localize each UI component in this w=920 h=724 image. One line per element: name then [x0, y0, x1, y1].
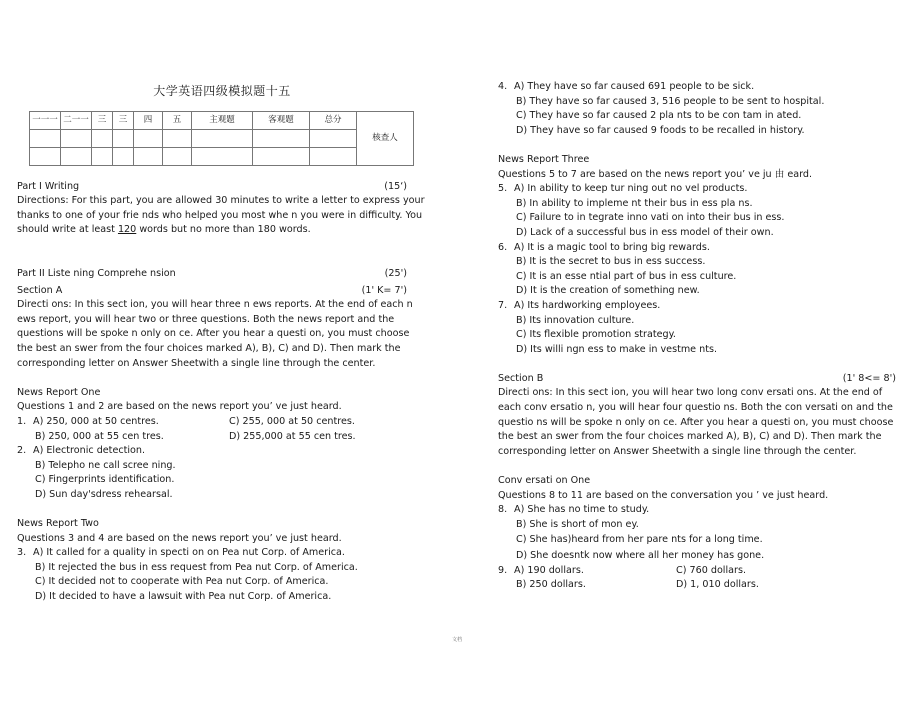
q9-option-a: A) 190 dollars.	[514, 564, 584, 576]
q9-option-d: D) 1, 010 dollars.	[676, 579, 759, 591]
q7-option-b: B) Its innovation culture.	[516, 314, 635, 326]
q2-option-b: B) Telepho ne call scree ning.	[35, 459, 176, 471]
score-header-5: 四	[134, 111, 163, 129]
score-cell	[92, 129, 113, 147]
section-a-directions: Directi ons: In this sect ion, you will hear three n ews reports. At the end of each n ews report, you will hear two or three questions. Both the news report and the questions will be spoke n only on ce. After you hear a questi on, you must choose the best an swer from the four choices marked A), B), C) and D). Then mark the corresponding letter on Answer Sheetwith a single line through the center.	[17, 299, 413, 369]
part1-min-words: 120	[117, 224, 137, 236]
part1-score: (15‘)	[384, 180, 407, 192]
score-cell	[134, 147, 163, 165]
section-a-heading-row	[17, 284, 427, 299]
score-header-4: 三	[113, 111, 134, 129]
score-cell	[163, 129, 192, 147]
q5-number: 5.	[498, 183, 508, 195]
q6-number: 6.	[498, 241, 508, 253]
conv1-heading: Conv ersati on One	[498, 475, 591, 487]
section-a-heading: Section A	[17, 284, 63, 296]
q5-option-d: D) Lack of a successful bus in ess model of their own.	[516, 226, 774, 238]
score-cell	[30, 147, 61, 165]
section-b-directions: Directi ons: In this sect ion, you will hear two long conv ersati ons. At the end of each conv ersatio n, you will hear four questio ns. Both the con versati on and the questio ns will be spoke n only on ce. After you hear a questi on, you must choose the best an swer from the four choices marked A), B), C) and D). Then mark the corresponding letter on Answer Sheetwith a single line through the center.	[498, 387, 894, 457]
news2-heading: News Report Two	[17, 518, 99, 530]
section-b-heading: Section B	[498, 372, 544, 384]
q8-option-c: C) She has)heard from her pare nts for a long time.	[516, 534, 763, 546]
q6-option-d: D) It is the creation of something new.	[516, 285, 700, 297]
q6-option-c: C) It is an esse ntial part of bus in ess culture.	[516, 270, 737, 282]
q7-number: 7.	[498, 299, 508, 311]
q9-option-b: B) 250 dollars.	[516, 579, 586, 591]
score-cell	[192, 147, 253, 165]
news3-intro: Questions 5 to 7 are based on the news report you’ ve ju 由 eard.	[498, 168, 813, 180]
q1-row1	[17, 415, 427, 430]
section-b-heading-row	[498, 372, 908, 387]
part1-directions-text: Directions: For this part, you are allowed 30 minutes to write a letter to express your thanks to one of your frie nds who helped you most whe n you were in difficulty. You should write at least	[17, 195, 425, 236]
section-a-score: (1' K= 7')	[361, 284, 407, 296]
section-b-score: (1' 8<= 8')	[842, 372, 896, 384]
q5-row	[498, 182, 908, 197]
score-cell	[61, 147, 92, 165]
q2-number: 2.	[17, 445, 27, 457]
left-column	[17, 80, 427, 605]
q2-row	[17, 444, 427, 459]
q7-option-d: D) Its willi ngn ess to make in vestme nts.	[516, 343, 718, 355]
q1-option-b: B) 250, 000 at 55 cen tres.	[35, 430, 164, 442]
score-header-3: 三	[92, 111, 113, 129]
score-header-7: 主观题	[192, 111, 253, 129]
q7-option-c: C) Its flexible promotion strategy.	[516, 329, 676, 341]
q8-option-a: A) She has no time to study.	[514, 504, 650, 516]
news1-heading: News Report One	[17, 386, 101, 398]
score-cell	[61, 129, 92, 147]
score-cell	[310, 147, 357, 165]
score-cell	[253, 147, 310, 165]
q6-row	[498, 241, 908, 256]
score-cell	[163, 147, 192, 165]
score-header-2: 二一一	[61, 111, 92, 129]
q3-number: 3.	[17, 547, 27, 559]
q6-option-b: B) It is the secret to bus in ess success.	[516, 256, 706, 268]
q4-option-c: C) They have so far caused 2 pla nts to be con tam in ated.	[516, 110, 802, 122]
q7-option-a: A) Its hardworking employees.	[514, 299, 661, 311]
part1-directions	[17, 194, 427, 238]
q1-row2	[17, 430, 427, 445]
q3-option-a: A) It called for a quality in specti on on Pea nut Corp. of America.	[33, 547, 345, 559]
q9-option-c: C) 760 dollars.	[676, 564, 747, 576]
q7-row	[498, 299, 908, 314]
q8-number: 8.	[498, 504, 508, 516]
score-header-1: 一一一	[30, 111, 61, 129]
score-cell	[92, 147, 113, 165]
q3-option-c: C) It decided not to cooperate with Pea nut Corp. of America.	[35, 576, 329, 588]
page-footer: 文档	[452, 637, 463, 643]
part2-score: (25')	[384, 267, 407, 279]
q8-option-d: D) She doesntk now where all her money has gone.	[516, 550, 765, 561]
score-cell	[192, 129, 253, 147]
news1-intro: Questions 1 and 2 are based on the news report you’ ve just heard.	[17, 401, 342, 413]
part1-heading-row	[17, 180, 427, 195]
right-column	[498, 80, 908, 593]
q5-option-c: C) Failure to in tegrate inno vati on into their bus in ess.	[516, 212, 785, 224]
q3-option-b: B) It rejected the bus in ess request from Pea nut Corp. of America.	[35, 561, 358, 573]
q1-number: 1.	[17, 415, 27, 427]
q9-number: 9.	[498, 564, 508, 576]
q4-row	[498, 80, 908, 95]
score-cell	[113, 129, 134, 147]
q1-option-c: C) 255, 000 at 50 centres.	[229, 415, 355, 427]
score-cell	[310, 129, 357, 147]
score-table	[29, 111, 414, 166]
news2-intro: Questions 3 and 4 are based on the news report you’ ve just heard.	[17, 532, 342, 544]
q4-number: 4.	[498, 81, 508, 92]
score-cell	[113, 147, 134, 165]
score-header-10: 核查人	[357, 111, 414, 165]
q2-option-d: D) Sun day'sdress rehearsal.	[35, 488, 173, 500]
score-table-header-row	[30, 111, 414, 129]
q8-row	[498, 503, 908, 518]
q4-option-a: A) They have so far caused 691 people to be sick.	[514, 81, 755, 92]
q1-option-a: A) 250, 000 at 50 centres.	[33, 415, 159, 427]
part1-directions-end: words but no more than 180 words.	[136, 224, 311, 236]
score-cell	[253, 129, 310, 147]
q4-option-d: D) They have so far caused 9 foods to be recalled in history.	[516, 124, 805, 136]
q3-option-d: D) It decided to have a lawsuit with Pea nut Corp. of America.	[35, 591, 332, 603]
score-header-8: 客观题	[253, 111, 310, 129]
q4-option-b: B) They have so far caused 3, 516 people to be sent to hospital.	[516, 95, 825, 107]
score-header-9: 总分	[310, 111, 357, 129]
news3-heading: News Report Three	[498, 153, 590, 165]
score-table-row	[30, 147, 414, 165]
q1-option-d: D) 255,000 at 55 cen tres.	[229, 430, 356, 442]
part2-heading: Part II Liste ning Comprehe nsion	[17, 267, 176, 279]
q5-option-b: B) In ability to impleme nt their bus in ess pla ns.	[516, 197, 753, 209]
part2-heading-row	[17, 267, 427, 282]
q8-option-b: B) She is short of mon ey.	[516, 518, 639, 530]
score-cell	[134, 129, 163, 147]
part1-heading: Part I Writing	[17, 180, 80, 192]
score-table-row	[30, 129, 414, 147]
q9-row2	[498, 578, 908, 593]
q2-option-a: A) Electronic detection.	[33, 445, 146, 457]
q9-row1	[498, 564, 908, 579]
conv1-intro: Questions 8 to 11 are based on the conversation you ’ ve just heard.	[498, 489, 829, 501]
score-header-6: 五	[163, 111, 192, 129]
q3-row	[17, 546, 427, 561]
q2-option-c: C) Fingerprints identification.	[35, 474, 175, 486]
page-title: 大学英语四级模拟题十五	[153, 84, 291, 98]
q6-option-a: A) It is a magic tool to bring big rewards.	[514, 241, 710, 253]
q5-option-a: A) In ability to keep tur ning out no vel products.	[514, 183, 748, 195]
score-cell	[30, 129, 61, 147]
